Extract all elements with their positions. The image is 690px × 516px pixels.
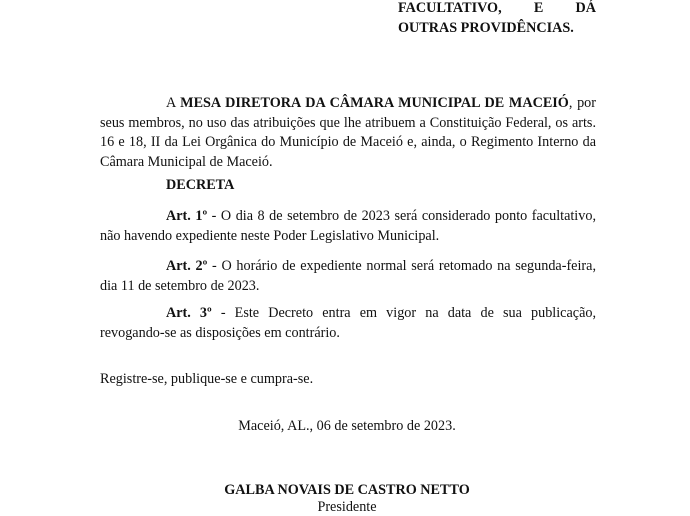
preamble-authority: MESA DIRETORA DA CÂMARA MUNICIPAL DE MACEIÓ [180, 95, 569, 111]
decree-heading [398, 0, 596, 38]
article-label: Art. 1º [166, 208, 208, 224]
article-label: Art. 3º [166, 305, 212, 321]
article-text: - O horário de expediente normal será retomado na segunda-feira, dia 11 de setembro de 2023. [100, 258, 596, 294]
heading-line-1 [398, 0, 596, 18]
signatory-name: GALBA NOVAIS DE CASTRO NETTO [224, 482, 470, 498]
preamble-lead: A [166, 95, 181, 111]
heading-word: FACULTATIVO, [398, 0, 502, 16]
article-1 [100, 207, 596, 246]
preamble-text: , por seus membros, no uso das atribuições que lhe atribuem a Constituição Federal, os arts. 16 e 18, II da Lei Orgânica do Município de Maceió e, ainda, o Regimento Interno da Câmara Municipal de Maceió. [100, 95, 596, 170]
article-text: - O dia 8 de setembro de 2023 será considerado ponto facultativo, não havendo expediente neste Poder Legislativo Municipal. [100, 208, 596, 244]
place-date: Maceió, AL., 06 de setembro de 2023. [238, 418, 456, 434]
heading-word: E [533, 0, 544, 16]
signatory-title: Presidente [317, 499, 377, 515]
heading-line-2: OUTRAS PROVIDÊNCIAS. [398, 20, 574, 36]
article-text: - Este Decreto entra em vigor na data de sua publicação, revogando-se as disposições em contrário. [100, 305, 597, 341]
closing-formula: Registre-se, publique-se e cumpra-se. [100, 371, 314, 387]
heading-word: DÁ [575, 0, 596, 16]
preamble-paragraph [100, 94, 596, 172]
decreta-label: DECRETA [166, 177, 235, 193]
article-2 [100, 257, 596, 296]
article-3 [100, 304, 596, 343]
article-label: Art. 2º [166, 258, 208, 274]
signature-block [0, 482, 690, 516]
